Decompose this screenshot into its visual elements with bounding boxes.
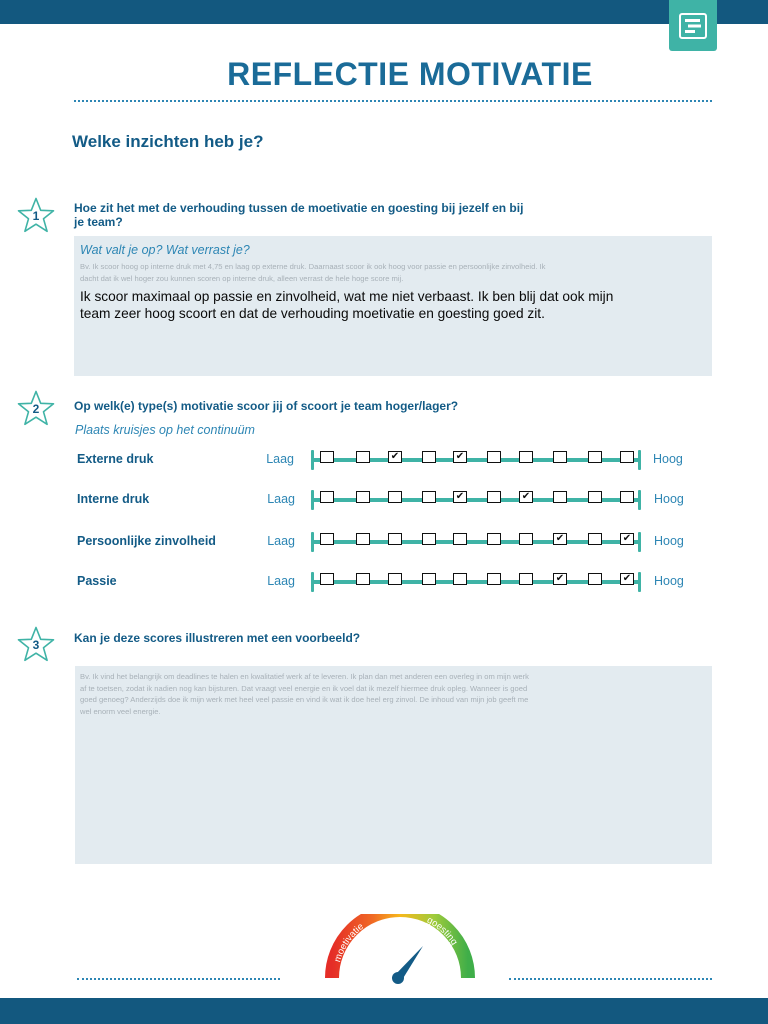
scale-checkbox[interactable] [487,491,501,503]
scale-checkbox[interactable] [388,533,402,545]
question-number: 1 [32,209,40,223]
scale-cap-right [638,532,641,552]
motivation-scale [311,450,641,470]
scale-cap-left [311,490,314,510]
scale-checkbox[interactable] [487,451,501,463]
scale-checkbox-checked[interactable]: ✔ [453,451,467,463]
question-1-title [74,201,634,229]
scale-checkbox[interactable] [519,573,533,585]
scale-checkbox[interactable] [620,491,634,503]
scale-checkbox[interactable] [588,451,602,463]
scale-checkbox[interactable] [553,451,567,463]
scale-checkbox[interactable] [356,533,370,545]
question-1-hint-line2: dacht dat ik wel hoger zou kunnen scoren op interne druk, alleen verrast de hele hoge score mij. [80,273,404,283]
scale-cap-left [311,532,314,552]
question-3-answer-box[interactable] [75,666,712,864]
scale-checkbox-checked[interactable]: ✔ [553,533,567,545]
scale-label: Externe druk [77,452,154,466]
scale-checkbox[interactable] [422,451,436,463]
scale-cap-right [638,572,641,592]
question-1-hint [80,261,710,284]
top-bar [0,0,768,24]
scale-label: Passie [77,574,117,588]
scale-cap-left [311,450,314,470]
scale-checkbox[interactable] [588,533,602,545]
scale-checkbox[interactable] [320,491,334,503]
question-3-title: Kan je deze scores illustreren met een voorbeeld? [74,631,361,645]
scale-checkbox[interactable] [553,491,567,503]
question-1-title-line2: je team? [74,215,123,229]
motivation-scale [311,490,641,510]
scale-checkbox[interactable] [519,533,533,545]
question-2-prompt: Plaats kruisjes op het continuüm [75,423,255,437]
question-number: 2 [32,402,40,416]
scale-high-label: Hoog [654,574,684,588]
document-icon-glyph [679,13,707,39]
question-1-prompt: Wat valt je op? Wat verrast je? [80,243,250,257]
scale-label: Interne druk [77,492,150,506]
question-1-answer-box[interactable] [74,236,712,376]
scale-cap-left [311,572,314,592]
scale-checkbox[interactable] [487,533,501,545]
motivation-scale [311,532,641,552]
question-1-answer-line1: Ik scoor maximaal op passie en zinvolheid, wat me niet verbaast. Ik ben blij dat ook mijn [80,289,614,304]
scale-cap-right [638,490,641,510]
scale-low-label: Laag [267,492,295,506]
star-icon [17,626,55,662]
scale-checkbox[interactable] [620,451,634,463]
question-number: 3 [32,638,40,652]
scale-checkbox[interactable] [588,491,602,503]
scale-low-label: Laag [267,534,295,548]
scale-checkbox[interactable] [356,491,370,503]
question-1-hint-line1: Bv. Ik scoor hoog op interne druk met 4,75 en laag op externe druk. Daarnaast scoor ik ook hoog voor passie en persoonlijke zinvolheid. Ik [80,262,546,271]
question-1-answer-line2: team zeer hoog scoort en dat de verhouding moetivatie en goesting goed zit. [80,306,545,321]
section-heading: Welke inzichten heb je? [72,132,264,151]
star-icon [17,197,55,233]
footer-divider-right [509,978,712,980]
star-icon [17,390,55,426]
scale-high-label: Hoog [653,452,683,466]
gauge-right-label: goesting [424,914,460,948]
scale-checkbox[interactable] [519,451,533,463]
question-3-hint [80,671,710,717]
page-title: REFLECTIE MOTIVATIE [227,56,593,92]
footer-divider-left [77,978,280,980]
scale-checkbox[interactable] [356,573,370,585]
question-2-title: Op welk(e) type(s) motivatie scoor jij of scoort je team hoger/lager? [74,399,459,413]
scale-checkbox-checked[interactable]: ✔ [388,451,402,463]
scale-checkbox[interactable] [422,573,436,585]
question-3-hint-line3: goed genoeg? Anderzijds doe ik mijn werk met heel veel passie en vind ik wat ik doe heel erg zinvol. De inhoud van mijn job geeft me [80,695,529,704]
scale-checkbox[interactable] [453,573,467,585]
scale-cap-right [638,450,641,470]
scale-label: Persoonlijke zinvolheid [77,534,216,548]
scale-checkbox[interactable] [320,573,334,585]
motivation-scale [311,572,641,592]
scale-checkbox[interactable] [422,533,436,545]
question-3-hint-line2: af te toetsen, zodat ik nadien nog kan bijsturen. Dat vraagt veel energie en ik voel dat ik mezelf hiermee druk opleg. Wanneer is goed [80,683,528,693]
question-3-hint-line1: Bv. Ik vind het belangrijk om deadlines te halen en kwalitatief werk af te leveren. Ik plan dan met anderen een overleg in om mijn werk [80,672,529,681]
gauge-arc [332,914,468,978]
scale-checkbox-checked[interactable]: ✔ [453,491,467,503]
scale-low-label: Laag [267,574,295,588]
gauge-hub [392,972,404,984]
scale-checkbox-checked[interactable]: ✔ [620,573,634,585]
question-1-answer[interactable] [80,288,710,322]
gauge-left-label: moetivatie [332,921,366,964]
scale-high-label: Hoog [654,534,684,548]
scale-checkbox[interactable] [453,533,467,545]
scale-checkbox-checked[interactable]: ✔ [553,573,567,585]
scale-low-label: Laag [266,452,294,466]
scale-checkbox[interactable] [356,451,370,463]
scale-checkbox[interactable] [388,573,402,585]
bottom-bar [0,998,768,1024]
scale-checkbox[interactable] [422,491,436,503]
question-1-title-line1: Hoe zit het met de verhouding tussen de moetivatie en goesting bij jezelf en bij [74,201,524,215]
scale-checkbox[interactable] [487,573,501,585]
scale-checkbox-checked[interactable]: ✔ [620,533,634,545]
scale-high-label: Hoog [654,492,684,506]
document-icon[interactable] [669,0,717,51]
scale-checkbox[interactable] [320,533,334,545]
scale-checkbox[interactable] [320,451,334,463]
scale-checkbox[interactable] [388,491,402,503]
scale-checkbox-checked[interactable]: ✔ [519,491,533,503]
title-divider [74,100,712,102]
question-3-hint-line4: wel enorm veel energie. [80,706,161,716]
motivation-gauge [322,914,478,984]
scale-checkbox[interactable] [588,573,602,585]
